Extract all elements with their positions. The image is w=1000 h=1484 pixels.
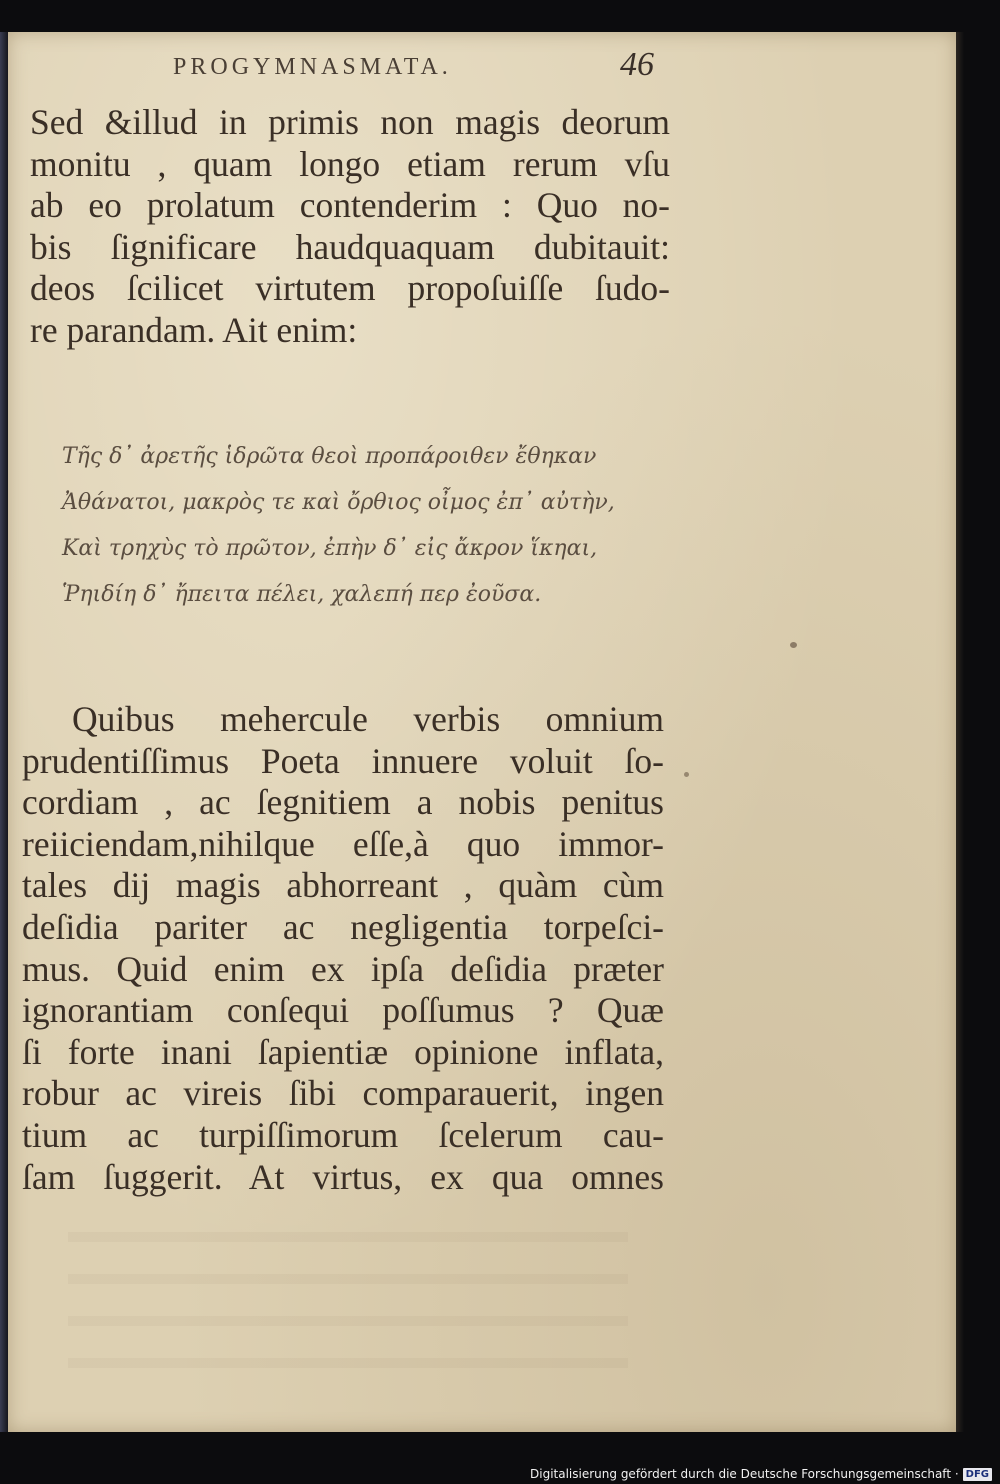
text-line: prudentiſſimus Poeta innuere voluit ſo- — [22, 740, 664, 781]
credit-text: Digitalisierung gefördert durch die Deutsche Forschungsgemeinschaft · — [530, 1467, 959, 1481]
text-line: reiiciendam,nihilque eſſe,à quo immor- — [22, 823, 664, 864]
ink-spot — [790, 642, 797, 648]
digitization-credit — [530, 1467, 992, 1481]
verse-line: Καὶ τρηχὺς τὸ πρῶτον, ἐπὴν δ᾽ εἰς ἄκρον ἵκηαι, — [62, 536, 598, 561]
greek-verse-quotation — [62, 434, 662, 618]
text-line: re parandam. Ait enim: — [30, 309, 358, 350]
text-line: ſam ſuggerit. At virtus, ex qua omnes — [22, 1156, 664, 1197]
paragraph-1 — [30, 102, 670, 352]
page-number: 46 — [620, 46, 654, 83]
text-line: ignorantiam conſequi poſſumus ? Quæ — [22, 990, 664, 1031]
text-line: bis ſignificare haudquaquam dubitauit: — [30, 226, 670, 267]
text-line: cordiam , ac ſegnitiem a nobis penitus — [22, 782, 664, 823]
verse-line: Ῥηιδίη δ᾽ ἤπειτα πέλει, χαλεπή περ ἐοῦσα. — [62, 582, 542, 607]
text-line: Sed &illud in primis non magis deorum — [30, 102, 670, 142]
text-line: Quibus mehercule verbis omnium — [72, 699, 664, 739]
text-line: deos ſcilicet virtutem propoſuiſſe ſudo- — [30, 268, 670, 309]
running-head: PROGYMNASMATA. — [173, 54, 452, 80]
bleed-through-texture — [68, 1232, 628, 1382]
text-line: robur ac vireis ſibi comparauerit, ingen — [22, 1073, 664, 1114]
text-line: tales dij magis abhorreant , quàm cùm — [22, 865, 664, 906]
verse-line: Ἀθάνατοι, μακρὸς τε καὶ ὄρθιος οἶμος ἐπ᾽ αὐτὴν, — [62, 490, 615, 515]
book-page — [8, 32, 956, 1432]
ink-spot — [684, 772, 689, 777]
text-line: ab eo prolatum contenderim : Quo no- — [30, 185, 670, 226]
text-line: tium ac turpiſſimorum ſcelerum cau- — [22, 1114, 664, 1155]
text-line: ſi forte inani ſapientiæ opinione inflata, — [22, 1031, 664, 1072]
text-line: monitu , quam longo etiam rerum vſu — [30, 143, 670, 184]
dfg-logo-icon: DFG — [963, 1468, 992, 1481]
page-edge-shadow — [956, 32, 964, 1432]
text-line: mus. Quid enim ex ipſa deſidia præter — [22, 948, 664, 989]
verse-line: Τῆς δ᾽ ἀρετῆς ἱδρῶτα θεοὶ προπάροιθεν ἔθηκαν — [62, 444, 597, 469]
paragraph-2 — [22, 699, 664, 1198]
text-line: deſidia pariter ac negligentia torpeſci- — [22, 906, 664, 947]
